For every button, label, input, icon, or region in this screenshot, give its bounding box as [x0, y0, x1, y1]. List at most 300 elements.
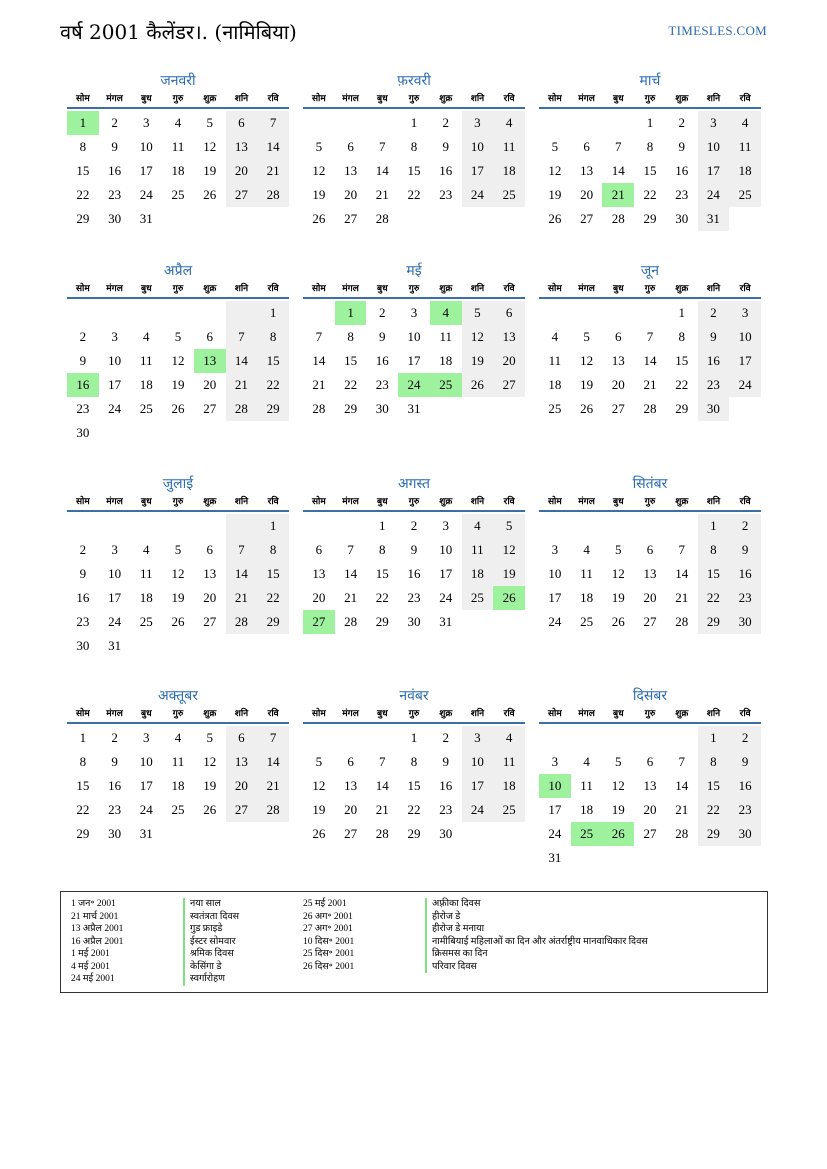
day-cell[interactable]: 28 [643, 401, 657, 416]
day-cell[interactable]: 25 [171, 187, 185, 202]
day-cell[interactable]: 4 [493, 726, 525, 750]
day-cell[interactable]: 18 [139, 590, 153, 605]
day-cell[interactable]: 8 [257, 538, 289, 562]
day-cell[interactable]: 20 [344, 802, 358, 817]
day-cell[interactable]: 26 [462, 373, 494, 397]
site-link[interactable]: TIMESLES.COM [668, 23, 767, 38]
day-cell[interactable]: 9 [698, 325, 730, 349]
day-cell[interactable]: 5 [583, 329, 590, 344]
day-cell[interactable]: 12 [493, 538, 525, 562]
day-cell[interactable]: 23 [729, 586, 761, 610]
day-cell[interactable]: 3 [698, 111, 730, 135]
day-cell[interactable]: 10 [462, 135, 494, 159]
day-cell[interactable]: 25 [493, 798, 525, 822]
day-cell[interactable]: 12 [312, 778, 326, 793]
day-cell[interactable]: 4 [583, 542, 590, 557]
day-cell[interactable]: 16 [439, 778, 453, 793]
day-cell[interactable]: 23 [729, 798, 761, 822]
day-cell[interactable]: 6 [646, 754, 654, 769]
day-cell[interactable]: 10 [139, 754, 153, 769]
day-cell[interactable]: 26 [171, 614, 185, 629]
day-cell[interactable]: 5 [174, 542, 182, 557]
day-cell[interactable]: 13 [203, 566, 217, 581]
day-cell[interactable]: 2 [442, 115, 449, 130]
holiday-day-cell[interactable]: 26 [602, 822, 634, 846]
day-cell[interactable]: 7 [257, 726, 289, 750]
day-cell[interactable]: 13 [226, 750, 258, 774]
day-cell[interactable]: 10 [108, 353, 122, 368]
day-cell[interactable]: 30 [675, 211, 689, 226]
day-cell[interactable]: 2 [442, 730, 449, 745]
day-cell[interactable]: 11 [140, 353, 153, 368]
day-cell[interactable]: 20 [611, 377, 625, 392]
holiday-day-cell[interactable]: 27 [303, 610, 335, 634]
day-cell[interactable]: 20 [226, 159, 258, 183]
day-cell[interactable]: 9 [729, 750, 761, 774]
day-cell[interactable]: 23 [439, 187, 453, 202]
day-cell[interactable]: 29 [257, 610, 289, 634]
day-cell[interactable]: 25 [139, 614, 153, 629]
day-cell[interactable]: 10 [139, 139, 153, 154]
day-cell[interactable]: 11 [548, 353, 562, 368]
day-cell[interactable]: 30 [76, 638, 90, 653]
day-cell[interactable]: 3 [462, 111, 494, 135]
day-cell[interactable]: 4 [174, 730, 182, 745]
holiday-day-cell[interactable]: 21 [602, 183, 634, 207]
day-cell[interactable]: 26 [312, 826, 326, 841]
day-cell[interactable]: 13 [344, 163, 358, 178]
day-cell[interactable]: 5 [206, 115, 213, 130]
day-cell[interactable]: 6 [583, 139, 590, 154]
day-cell[interactable]: 21 [643, 377, 657, 392]
day-cell[interactable]: 8 [79, 139, 87, 154]
day-cell[interactable]: 28 [675, 826, 689, 841]
day-cell[interactable]: 26 [203, 802, 217, 817]
day-cell[interactable]: 13 [580, 163, 594, 178]
day-cell[interactable]: 14 [257, 750, 289, 774]
day-cell[interactable]: 17 [139, 163, 153, 178]
day-cell[interactable]: 1 [410, 115, 418, 130]
day-cell[interactable]: 23 [108, 187, 122, 202]
day-cell[interactable]: 13 [493, 325, 525, 349]
day-cell[interactable]: 5 [315, 139, 323, 154]
day-cell[interactable]: 19 [312, 802, 326, 817]
day-cell[interactable]: 26 [580, 401, 594, 416]
day-cell[interactable]: 1 [379, 518, 386, 533]
day-cell[interactable]: 23 [375, 377, 389, 392]
day-cell[interactable]: 14 [226, 562, 258, 586]
day-cell[interactable]: 16 [108, 163, 122, 178]
day-cell[interactable]: 15 [675, 353, 689, 368]
day-cell[interactable]: 9 [678, 139, 685, 154]
day-cell[interactable]: 27 [203, 401, 217, 416]
day-cell[interactable]: 8 [347, 329, 354, 344]
holiday-day-cell[interactable]: 1 [67, 111, 99, 135]
day-cell[interactable]: 19 [203, 163, 217, 178]
day-cell[interactable]: 29 [698, 822, 730, 846]
day-cell[interactable]: 24 [139, 187, 153, 202]
day-cell[interactable]: 19 [611, 590, 625, 605]
day-cell[interactable]: 2 [379, 305, 386, 320]
day-cell[interactable]: 10 [108, 566, 122, 581]
day-cell[interactable]: 1 [678, 305, 685, 320]
day-cell[interactable]: 26 [171, 401, 185, 416]
day-cell[interactable]: 24 [548, 826, 562, 841]
day-cell[interactable]: 19 [312, 187, 326, 202]
day-cell[interactable]: 18 [171, 778, 185, 793]
day-cell[interactable]: 22 [344, 377, 358, 392]
day-cell[interactable]: 7 [226, 538, 258, 562]
day-cell[interactable]: 17 [548, 802, 562, 817]
day-cell[interactable]: 4 [729, 111, 761, 135]
day-cell[interactable]: 6 [615, 329, 622, 344]
day-cell[interactable]: 13 [344, 778, 358, 793]
holiday-day-cell[interactable]: 26 [493, 586, 525, 610]
day-cell[interactable]: 8 [698, 538, 730, 562]
day-cell[interactable]: 13 [611, 353, 625, 368]
day-cell[interactable]: 29 [407, 826, 421, 841]
day-cell[interactable]: 29 [698, 610, 730, 634]
day-cell[interactable]: 15 [698, 562, 730, 586]
day-cell[interactable]: 25 [548, 401, 562, 416]
day-cell[interactable]: 27 [493, 373, 525, 397]
day-cell[interactable]: 2 [729, 726, 761, 750]
day-cell[interactable]: 5 [551, 139, 559, 154]
day-cell[interactable]: 23 [108, 802, 122, 817]
day-cell[interactable]: 11 [493, 135, 525, 159]
day-cell[interactable]: 18 [580, 802, 594, 817]
day-cell[interactable]: 22 [76, 187, 90, 202]
day-cell[interactable]: 3 [462, 726, 494, 750]
day-cell[interactable]: 24 [548, 614, 562, 629]
day-cell[interactable]: 23 [439, 802, 453, 817]
holiday-day-cell[interactable]: 13 [194, 349, 226, 373]
day-cell[interactable]: 29 [375, 614, 389, 629]
day-cell[interactable]: 7 [646, 329, 654, 344]
day-cell[interactable]: 1 [257, 301, 289, 325]
day-cell[interactable]: 8 [379, 542, 386, 557]
day-cell[interactable]: 28 [375, 826, 389, 841]
day-cell[interactable]: 22 [375, 590, 389, 605]
holiday-day-cell[interactable]: 25 [571, 822, 603, 846]
day-cell[interactable]: 17 [439, 566, 453, 581]
day-cell[interactable]: 25 [729, 183, 761, 207]
day-cell[interactable]: 1 [646, 115, 654, 130]
day-cell[interactable]: 29 [76, 826, 90, 841]
day-cell[interactable]: 27 [203, 614, 217, 629]
day-cell[interactable]: 29 [675, 401, 689, 416]
day-cell[interactable]: 19 [462, 349, 494, 373]
day-cell[interactable]: 12 [171, 566, 185, 581]
day-cell[interactable]: 18 [439, 353, 453, 368]
day-cell[interactable]: 21 [257, 159, 289, 183]
day-cell[interactable]: 24 [462, 798, 494, 822]
day-cell[interactable]: 3 [143, 730, 150, 745]
day-cell[interactable]: 29 [344, 401, 358, 416]
day-cell[interactable]: 14 [675, 566, 689, 581]
day-cell[interactable]: 2 [79, 542, 87, 557]
day-cell[interactable]: 20 [643, 802, 657, 817]
day-cell[interactable]: 11 [493, 750, 525, 774]
day-cell[interactable]: 12 [203, 139, 217, 154]
day-cell[interactable]: 5 [315, 754, 323, 769]
day-cell[interactable]: 15 [344, 353, 358, 368]
day-cell[interactable]: 13 [312, 566, 326, 581]
day-cell[interactable]: 6 [347, 754, 354, 769]
day-cell[interactable]: 11 [729, 135, 761, 159]
day-cell[interactable]: 19 [611, 802, 625, 817]
day-cell[interactable]: 11 [439, 329, 452, 344]
holiday-day-cell[interactable]: 4 [430, 301, 462, 325]
day-cell[interactable]: 25 [139, 401, 153, 416]
day-cell[interactable]: 6 [226, 726, 258, 750]
day-cell[interactable]: 31 [139, 211, 153, 226]
day-cell[interactable]: 17 [698, 159, 730, 183]
day-cell[interactable]: 22 [698, 586, 730, 610]
day-cell[interactable]: 10 [729, 325, 761, 349]
day-cell[interactable]: 7 [379, 139, 386, 154]
day-cell[interactable]: 27 [643, 614, 657, 629]
day-cell[interactable]: 3 [410, 305, 418, 320]
day-cell[interactable]: 31 [407, 401, 421, 416]
day-cell[interactable]: 30 [108, 211, 122, 226]
day-cell[interactable]: 1 [698, 514, 730, 538]
day-cell[interactable]: 16 [76, 590, 90, 605]
day-cell[interactable]: 15 [76, 778, 90, 793]
day-cell[interactable]: 30 [108, 826, 122, 841]
day-cell[interactable]: 11 [171, 754, 185, 769]
day-cell[interactable]: 14 [344, 566, 358, 581]
day-cell[interactable]: 25 [493, 183, 525, 207]
day-cell[interactable]: 25 [580, 614, 594, 629]
day-cell[interactable]: 27 [226, 183, 258, 207]
day-cell[interactable]: 2 [729, 514, 761, 538]
day-cell[interactable]: 7 [379, 754, 386, 769]
day-cell[interactable]: 23 [698, 373, 730, 397]
day-cell[interactable]: 11 [580, 778, 593, 793]
day-cell[interactable]: 27 [643, 826, 657, 841]
day-cell[interactable]: 1 [698, 726, 730, 750]
day-cell[interactable]: 7 [347, 542, 354, 557]
day-cell[interactable]: 3 [111, 542, 118, 557]
day-cell[interactable]: 30 [698, 397, 730, 421]
day-cell[interactable]: 1 [410, 730, 418, 745]
day-cell[interactable]: 24 [729, 373, 761, 397]
day-cell[interactable]: 13 [643, 566, 657, 581]
day-cell[interactable]: 21 [226, 586, 258, 610]
day-cell[interactable]: 2 [678, 115, 685, 130]
day-cell[interactable]: 30 [375, 401, 389, 416]
day-cell[interactable]: 14 [257, 135, 289, 159]
day-cell[interactable]: 24 [108, 401, 122, 416]
day-cell[interactable]: 16 [729, 562, 761, 586]
day-cell[interactable]: 18 [462, 562, 494, 586]
day-cell[interactable]: 2 [698, 301, 730, 325]
day-cell[interactable]: 29 [257, 397, 289, 421]
day-cell[interactable]: 1 [79, 730, 87, 745]
day-cell[interactable]: 8 [410, 139, 418, 154]
day-cell[interactable]: 20 [203, 377, 217, 392]
day-cell[interactable]: 17 [407, 353, 421, 368]
day-cell[interactable]: 5 [615, 542, 622, 557]
day-cell[interactable]: 22 [257, 586, 289, 610]
day-cell[interactable]: 17 [729, 349, 761, 373]
day-cell[interactable]: 18 [729, 159, 761, 183]
day-cell[interactable]: 22 [698, 798, 730, 822]
day-cell[interactable]: 14 [312, 353, 326, 368]
day-cell[interactable]: 17 [462, 159, 494, 183]
day-cell[interactable]: 30 [729, 822, 761, 846]
day-cell[interactable]: 23 [76, 401, 90, 416]
holiday-day-cell[interactable]: 1 [335, 301, 367, 325]
day-cell[interactable]: 31 [108, 638, 122, 653]
day-cell[interactable]: 14 [611, 163, 625, 178]
day-cell[interactable]: 26 [203, 187, 217, 202]
day-cell[interactable]: 30 [76, 425, 90, 440]
day-cell[interactable]: 6 [226, 111, 258, 135]
day-cell[interactable]: 13 [226, 135, 258, 159]
day-cell[interactable]: 31 [698, 207, 730, 231]
day-cell[interactable]: 4 [551, 329, 559, 344]
day-cell[interactable]: 7 [226, 325, 258, 349]
day-cell[interactable]: 9 [379, 329, 386, 344]
day-cell[interactable]: 10 [462, 750, 494, 774]
day-cell[interactable]: 20 [203, 590, 217, 605]
day-cell[interactable]: 10 [698, 135, 730, 159]
day-cell[interactable]: 15 [257, 562, 289, 586]
day-cell[interactable]: 31 [548, 850, 562, 865]
day-cell[interactable]: 15 [407, 778, 421, 793]
day-cell[interactable]: 21 [312, 377, 326, 392]
day-cell[interactable]: 18 [139, 377, 153, 392]
day-cell[interactable]: 16 [675, 163, 689, 178]
day-cell[interactable]: 2 [79, 329, 87, 344]
day-cell[interactable]: 5 [462, 301, 494, 325]
day-cell[interactable]: 7 [678, 542, 685, 557]
day-cell[interactable]: 1 [257, 514, 289, 538]
day-cell[interactable]: 4 [583, 754, 590, 769]
day-cell[interactable]: 16 [698, 349, 730, 373]
day-cell[interactable]: 28 [257, 183, 289, 207]
day-cell[interactable]: 18 [493, 159, 525, 183]
day-cell[interactable]: 30 [729, 610, 761, 634]
day-cell[interactable]: 20 [226, 774, 258, 798]
day-cell[interactable]: 14 [375, 163, 389, 178]
day-cell[interactable]: 14 [226, 349, 258, 373]
day-cell[interactable]: 23 [407, 590, 421, 605]
day-cell[interactable]: 4 [143, 329, 150, 344]
day-cell[interactable]: 15 [407, 163, 421, 178]
day-cell[interactable]: 21 [675, 802, 689, 817]
day-cell[interactable]: 9 [79, 566, 87, 581]
day-cell[interactable]: 28 [375, 211, 389, 226]
day-cell[interactable]: 8 [257, 325, 289, 349]
day-cell[interactable]: 12 [611, 778, 625, 793]
day-cell[interactable]: 28 [344, 614, 358, 629]
day-cell[interactable]: 12 [203, 754, 217, 769]
day-cell[interactable]: 6 [493, 301, 525, 325]
day-cell[interactable]: 17 [462, 774, 494, 798]
day-cell[interactable]: 27 [344, 211, 358, 226]
day-cell[interactable]: 22 [407, 802, 421, 817]
day-cell[interactable]: 3 [111, 329, 118, 344]
day-cell[interactable]: 17 [108, 377, 122, 392]
day-cell[interactable]: 3 [551, 754, 559, 769]
day-cell[interactable]: 12 [580, 353, 594, 368]
day-cell[interactable]: 3 [143, 115, 150, 130]
day-cell[interactable]: 4 [462, 514, 494, 538]
day-cell[interactable]: 3 [442, 518, 449, 533]
day-cell[interactable]: 12 [462, 325, 494, 349]
day-cell[interactable]: 12 [611, 566, 625, 581]
day-cell[interactable]: 2 [111, 115, 118, 130]
day-cell[interactable]: 9 [111, 754, 118, 769]
day-cell[interactable]: 5 [615, 754, 622, 769]
day-cell[interactable]: 14 [675, 778, 689, 793]
day-cell[interactable]: 19 [580, 377, 594, 392]
day-cell[interactable]: 25 [171, 802, 185, 817]
day-cell[interactable]: 22 [257, 373, 289, 397]
day-cell[interactable]: 27 [580, 211, 594, 226]
day-cell[interactable]: 15 [375, 566, 389, 581]
day-cell[interactable]: 8 [410, 754, 418, 769]
day-cell[interactable]: 20 [493, 349, 525, 373]
day-cell[interactable]: 4 [174, 115, 182, 130]
day-cell[interactable]: 28 [675, 614, 689, 629]
day-cell[interactable]: 16 [108, 778, 122, 793]
day-cell[interactable]: 10 [548, 566, 562, 581]
day-cell[interactable]: 8 [646, 139, 654, 154]
day-cell[interactable]: 21 [226, 373, 258, 397]
day-cell[interactable]: 11 [580, 566, 593, 581]
day-cell[interactable]: 19 [548, 187, 562, 202]
day-cell[interactable]: 9 [729, 538, 761, 562]
day-cell[interactable]: 20 [580, 187, 594, 202]
day-cell[interactable]: 7 [257, 111, 289, 135]
day-cell[interactable]: 12 [171, 353, 185, 368]
day-cell[interactable]: 3 [551, 542, 559, 557]
day-cell[interactable]: 6 [646, 542, 654, 557]
day-cell[interactable]: 6 [206, 542, 213, 557]
day-cell[interactable]: 14 [643, 353, 657, 368]
day-cell[interactable]: 24 [439, 590, 453, 605]
day-cell[interactable]: 13 [643, 778, 657, 793]
holiday-day-cell[interactable]: 10 [539, 774, 571, 798]
day-cell[interactable]: 26 [548, 211, 562, 226]
day-cell[interactable]: 22 [643, 187, 657, 202]
day-cell[interactable]: 3 [729, 301, 761, 325]
day-cell[interactable]: 22 [675, 377, 689, 392]
day-cell[interactable]: 21 [375, 187, 389, 202]
day-cell[interactable]: 20 [312, 590, 326, 605]
day-cell[interactable]: 28 [226, 397, 258, 421]
day-cell[interactable]: 2 [410, 518, 418, 533]
day-cell[interactable]: 4 [493, 111, 525, 135]
day-cell[interactable]: 4 [143, 542, 150, 557]
day-cell[interactable]: 28 [226, 610, 258, 634]
day-cell[interactable]: 18 [171, 163, 185, 178]
day-cell[interactable]: 15 [257, 349, 289, 373]
day-cell[interactable]: 28 [312, 401, 326, 416]
day-cell[interactable]: 14 [375, 778, 389, 793]
day-cell[interactable]: 24 [462, 183, 494, 207]
day-cell[interactable]: 16 [439, 163, 453, 178]
day-cell[interactable]: 31 [139, 826, 153, 841]
day-cell[interactable]: 15 [76, 163, 90, 178]
day-cell[interactable]: 21 [375, 802, 389, 817]
day-cell[interactable]: 10 [407, 329, 421, 344]
day-cell[interactable]: 23 [675, 187, 689, 202]
